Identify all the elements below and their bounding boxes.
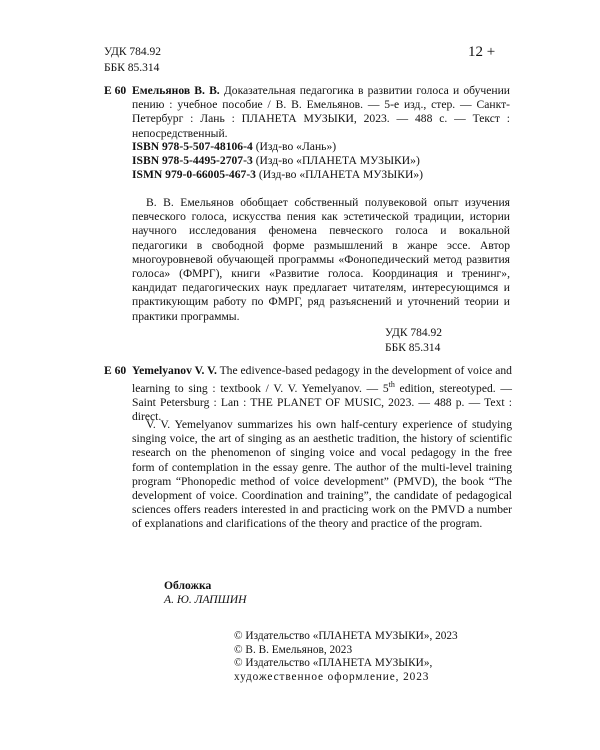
isbn-number: ISBN 978-5-507-48106-4 [132, 140, 253, 153]
isbn-publisher: (Изд-во «ПЛАНЕТА МУЗЫКИ») [255, 154, 420, 167]
entry-ru-author: Емельянов В. В. [132, 84, 220, 97]
isbn-line [132, 140, 512, 154]
isbn-publisher: (Изд-во «ПЛАНЕТА МУЗЫКИ») [258, 168, 424, 181]
udk-code-mid: УДК 784.92 [385, 327, 442, 339]
udk-code-top: УДК 784.92 [104, 46, 161, 58]
entry-en-body [132, 364, 512, 425]
abstract-en: V. V. Yemelyanov summarizes his own half-century experience of studying singing voice, the art of singing as an aesthetic tradition, the history of scientific research on the phenomenon of singing voice and vocal pedagogy in the free form of contemplation in the essay genre. The author of the multi-level training program “Phonopedic method of voice development” (PMVD), the book “The development of voice. Coordination and training”, the candidate of pedagogical sciences offers readers interested in and practicing work on the PMVD a number of explanations and clarifications of the theory and practice of the program. [132, 418, 512, 531]
abstract-ru: В. В. Емельянов обобщает собственный полувековой опыт изучения певческого голоса, искусства пения как эстетической традиции, истории научного исследования феномена певческого голоса и вокальной педагогики в свободной форме размышлений в жанре эссе. Автор многоуровневой обучающей программы «Фонопедический метод развития голоса» (ФМРГ), книги «Развитие голоса. Координация и тренинг», кандидат педагогических наук предлагает читателям, интересующимся и практикующим работу по ФМРГ, ряд разъяснений и уточнений теории и практики программы. [132, 196, 510, 323]
isbn-publisher: (Изд-во «Лань») [255, 140, 337, 153]
entry-ru-body [132, 84, 510, 141]
entry-en-author: Yemelyanov V. V. [132, 364, 217, 377]
ismn-number: ISMN 979-0-66005-467-3 [132, 168, 256, 181]
isbn-line [132, 154, 512, 168]
entry-ru-code: Е 60 [104, 84, 127, 97]
entry-ru-text: Доказательная педагогика в развитии голоса и обучении пению : учебное пособие / В. В. Емельянов. — 5-е изд., стер. — Санкт-Петербург : Лань : ПЛАНЕТА МУЗЫКИ, 2023. — 488 с. — Текст : непосредственный. [132, 84, 510, 140]
copyright-block [234, 630, 524, 684]
copyright-line: © Издательство «ПЛАНЕТА МУЗЫКИ», [234, 657, 433, 670]
bbk-code-top: ББК 85.314 [104, 62, 160, 74]
copyright-line: © Издательство «ПЛАНЕТА МУЗЫКИ», 2023 [234, 630, 458, 642]
isbn-block [132, 140, 512, 182]
cover-label: Обложка [164, 579, 212, 592]
copyright-line: художественное оформление, 2023 [234, 670, 430, 683]
entry-en-text-part1: The edivence-based pedagogy in the development of voice and learning to sing : textbook / V. V. Yemelyanov. — 5 [132, 364, 512, 396]
entry-en-text-part2: edition, stereotyped. — Saint Petersburg : Lan : THE PLANET OF MUSIC, 2023. — 488 p. — Text : direct. [132, 382, 512, 424]
copyright-line: © В. В. Емельянов, 2023 [234, 643, 353, 656]
age-rating-mark: 12 + [468, 44, 496, 60]
isbn-line [132, 168, 512, 182]
entry-en-code: E 60 [104, 364, 127, 377]
isbn-number: ISBN 978-5-4495-2707-3 [132, 154, 253, 167]
bbk-code-mid: ББК 85.314 [385, 342, 441, 354]
entry-en-superscript: th [388, 380, 395, 390]
cover-artist: А. Ю. ЛАПШИН [164, 593, 247, 606]
